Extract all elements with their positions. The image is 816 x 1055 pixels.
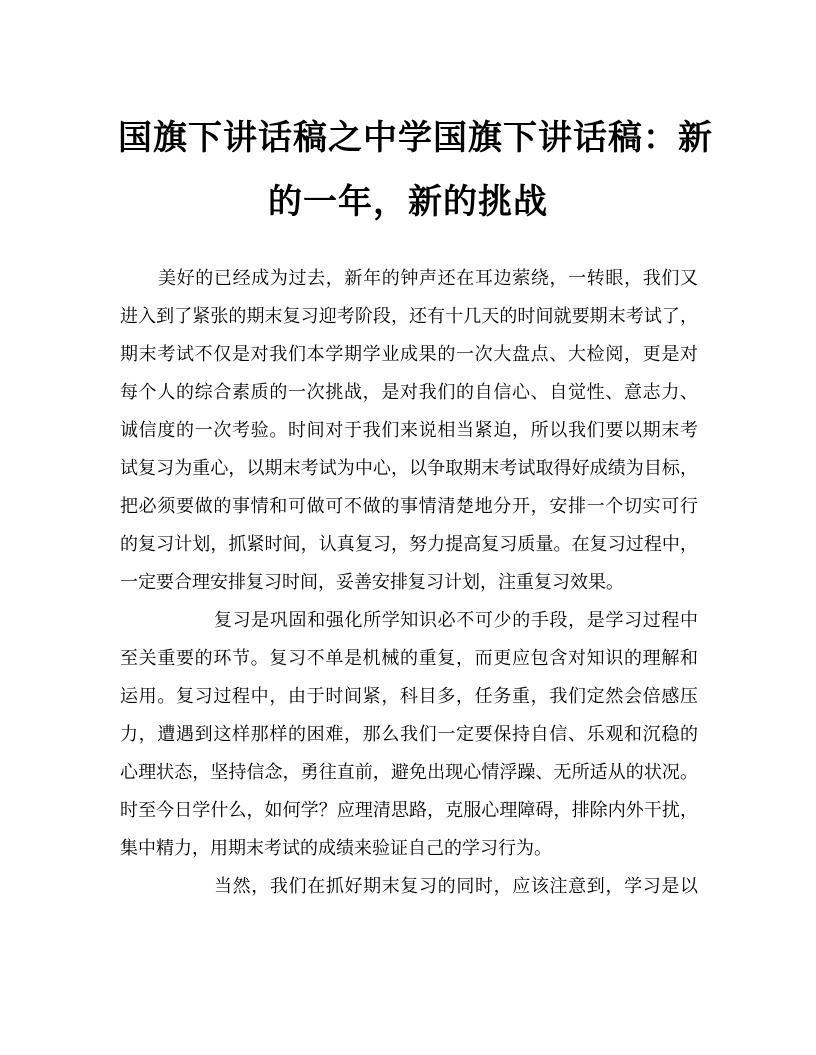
document-body [120, 260, 698, 906]
paragraph-line: 诚信度的一次考验。时间对于我们来说相当紧迫，所以我们要以期末考 [120, 420, 698, 441]
paragraph-line: 心理状态，坚持信念，勇往直前，避免出现心情浮躁、无所适从的状况。 [120, 762, 698, 783]
paragraph-line: 集中精力，用期末考试的成绩来验证自己的学习行为。 [120, 838, 552, 859]
paragraph-line: 的复习计划，抓紧时间，认真复习，努力提高复习质量。在复习过程中， [120, 534, 698, 555]
paragraph-line: 把必须要做的事情和可做可不做的事情清楚地分开，安排一个切实可行 [120, 496, 698, 517]
document-title [118, 106, 713, 234]
paragraph-1 [120, 260, 698, 602]
paragraph-2 [120, 602, 698, 868]
paragraph-line: 进入到了紧张的期末复习迎考阶段，还有十几天的时间就要期末考试了， [120, 306, 698, 327]
paragraph-line: 每个人的综合素质的一次挑战，是对我们的自信心、自觉性、意志力、 [120, 382, 698, 403]
paragraph-3 [120, 868, 698, 906]
paragraph-line: 试复习为重心，以期末考试为中心，以争取期末考试取得好成绩为目标， [120, 458, 698, 479]
paragraph-line: 时至今日学什么，如何学？应理清思路，克服心理障碍，排除内外干扰， [120, 800, 698, 821]
paragraph-line: 美好的已经成为过去，新年的钟声还在耳边萦绕，一转眼，我们又 [158, 268, 698, 289]
paragraph-line: 运用。复习过程中，由于时间紧，科目多，任务重，我们定然会倍感压 [120, 686, 698, 707]
paragraph-line: 期末考试不仅是对我们本学期学业成果的一次大盘点、大检阅，更是对 [120, 344, 698, 365]
paragraph-line: 一定要合理安排复习时间，妥善安排复习计划，注重复习效果。 [120, 572, 624, 593]
paragraph-line: 力，遭遇到这样那样的困难，那么我们一定要保持自信、乐观和沉稳的 [120, 724, 698, 745]
paragraph-line: 当然，我们在抓好期末复习的同时，应该注意到，学习是以 [214, 876, 698, 897]
title-line-1: 国旗下讲话稿之中学国旗下讲话稿：新 [118, 118, 713, 158]
paragraph-line: 复习是巩固和强化所学知识必不可少的手段，是学习过程中 [214, 610, 698, 631]
title-line-2: 的一年，新的挑战 [268, 182, 548, 222]
paragraph-line: 至关重要的环节。复习不单是机械的重复，而更应包含对知识的理解和 [120, 648, 698, 669]
